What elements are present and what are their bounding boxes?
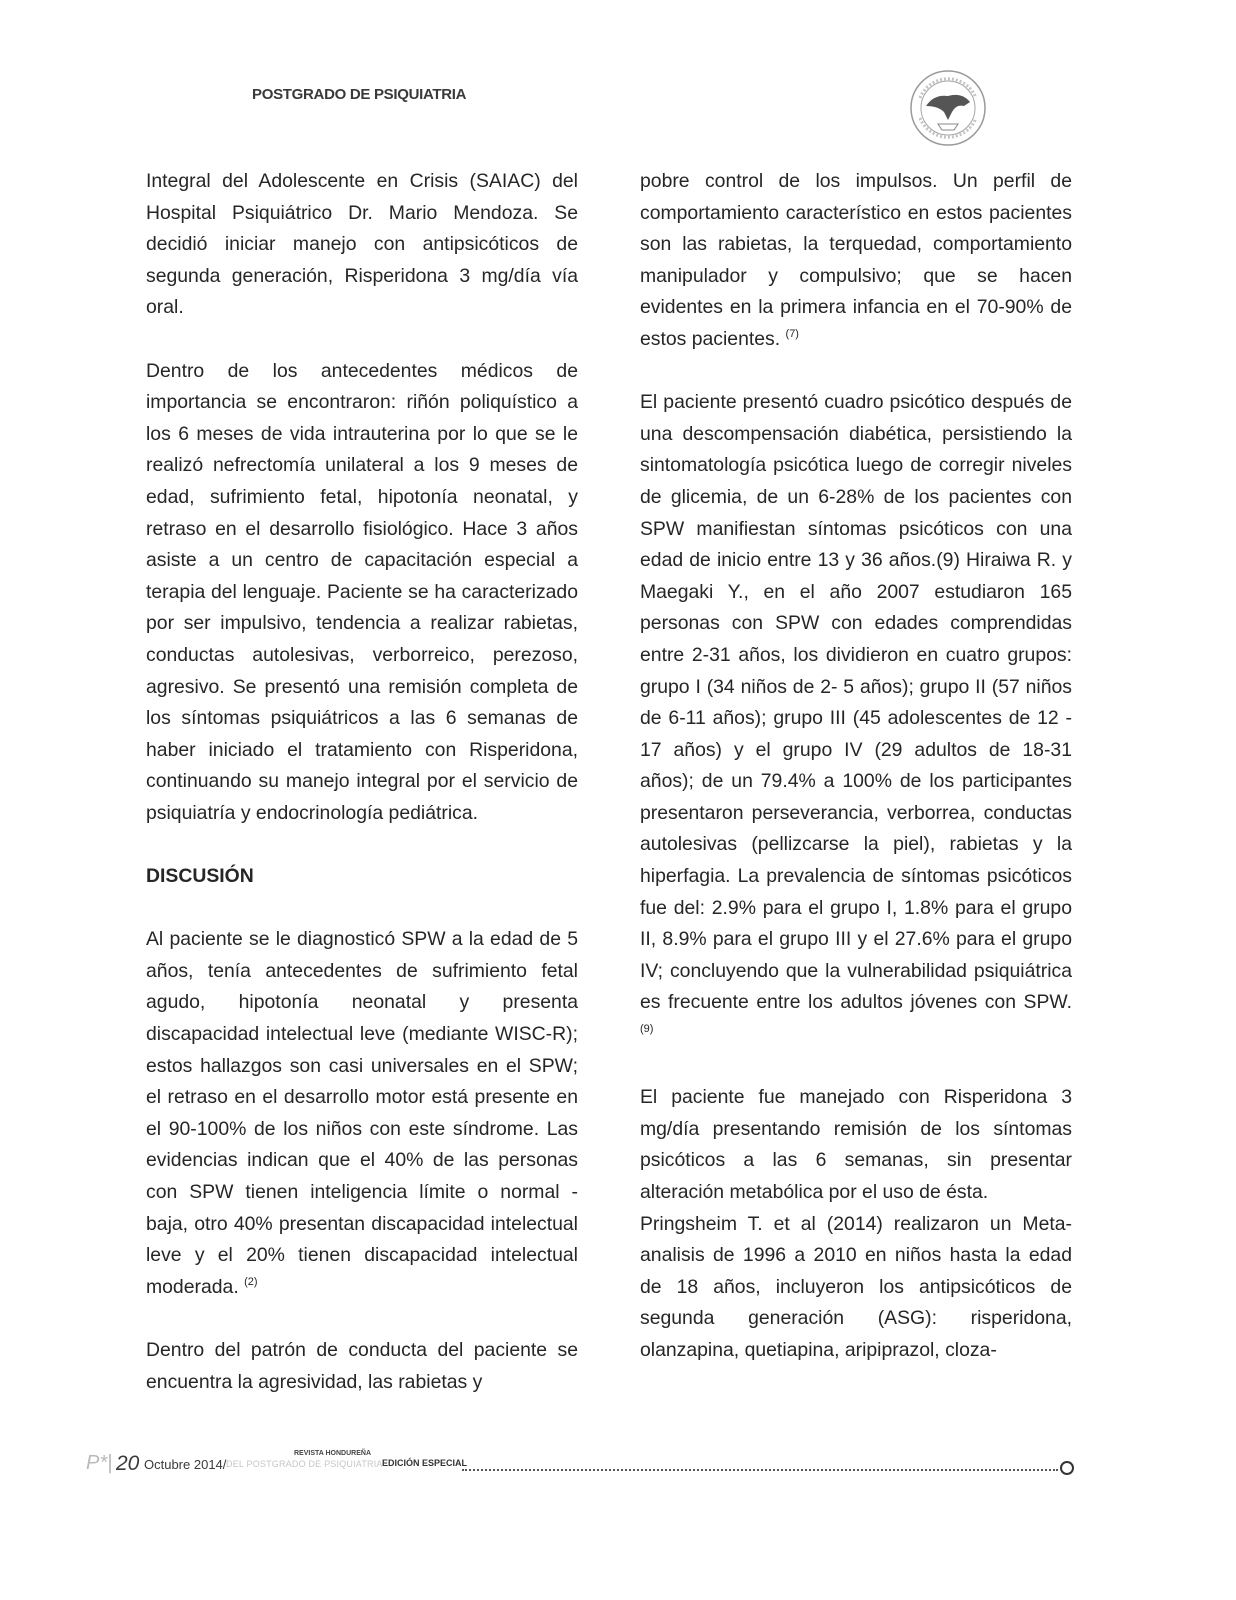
reference-2: (2)	[244, 1275, 258, 1288]
postgrado-seal-logo	[908, 68, 988, 148]
right-paragraph-4: Pringsheim T. et al (2014) realizaron un Meta-analisis de 1996 a 2010 en niños hasta la edad de 18 años, incluyeron los antipsicóticos de segunda generación (ASG): risperidona, olanzapina, quetiapina, aripiprazol, cloza-	[640, 1212, 1072, 1361]
left-paragraph-1: Integral del Adolescente en Crisis (SAIAC) del Hospital Psiquiátrico Dr. Mario Mendoza. Se decidió iniciar manejo con antipsicóticos de segunda generación, Risperidona 3 mg/día vía oral.	[146, 170, 578, 319]
footer-edition: EDICIÓN ESPECIAL	[382, 1458, 468, 1468]
right-paragraph-1	[640, 166, 1072, 356]
footer-end-circle-icon	[1060, 1461, 1074, 1475]
left-column	[146, 166, 578, 1398]
right-paragraph-1-text: pobre control de los impulsos. Un perfil de comportamiento característico en estos pacientes son las rabietas, la terquedad, comportamiento manipulador y compulsivo; que se hacen evidentes en la primera infancia en el 70-90% de estos pacientes.	[640, 170, 1072, 350]
right-paragraph-2-text: El paciente presentó cuadro psicótico después de una descompensación diabética, persistiendo la sintomatología psicótica luego de corregir niveles de glicemia, de un 6-28% de los pacientes con SPW manifiestan síntomas psicóticos con una edad de inicio entre 13 y 36 años.(9) Hiraiwa R. y Maegaki Y., en el año 2007 estudiaron 165 personas con SPW con edades comprendidas entre 2-31 años, los dividieron en cuatro grupos: grupo I (34 niños de 2- 5 años); grupo II (57 niños de 6-11 años); grupo III (45 adolescentes de 12 - 17 años) y el grupo IV (29 adultos de 18-31 años); de un 79.4% a 100% de los participantes presentaron perseverancia, verborrea, conductas autolesivas (pellizcarse la piel), rabietas y la hiperfagia. La prevalencia de síntomas psicóticos fue del: 2.9% para el grupo I, 1.8% para el grupo II, 8.9% para el grupo III y el 27.6% para el grupo IV; concluyendo que la vulnerabilidad psiquiátrica es frecuente entre los adultos jóvenes con SPW.	[640, 391, 1072, 1014]
right-paragraph-2	[640, 387, 1072, 1050]
left-paragraph-3-text: Al paciente se le diagnosticó SPW a la edad de 5 años, tenía antecedentes de sufrimiento fetal agudo, hipotonía neonatal y presenta discapacidad intelectual leve (mediante WISC-R); estos hallazgos son casi universales en el SPW; el retraso en el desarrollo motor está presente en el 90-100% de los niños con este síndrome. Las evidencias indican que el 40% de las personas con SPW tienen inteligencia límite o normal - baja, otro 40% presentan discapacidad intelectual leve y el 20% tienen discapacidad intelectual moderada.	[146, 928, 578, 1298]
right-column	[640, 166, 1072, 1367]
page-footer	[86, 1450, 1086, 1480]
footer-journal-line2: DEL POSTGRADO DE PSIQUIATRIA	[226, 1459, 383, 1469]
left-paragraph-2: Dentro de los antecedentes médicos de importancia se encontraron: riñón poliquístico a los 6 meses de vida intrauterina por lo que se le realizó nefrectomía unilateral a los 9 meses de edad, sufrimiento fetal, hipotonía neonatal, y retraso en el desarrollo fisiológico. Hace 3 años asiste a un centro de capacitación especial a terapia del lenguaje. Paciente se ha caracterizado por ser impulsivo, tendencia a realizar rabietas, conductas autolesivas, verborreico, perezoso, agresivo. Se presentó una remisión completa de los síntomas psiquiátricos a las 6 semanas de haber iniciado el tratamiento con Risperidona, continuando su manejo integral por el servicio de psiquiatría y endocrinología pediátrica.	[146, 359, 578, 824]
footer-journal-line1: REVISTA HONDUREÑA	[294, 1450, 372, 1457]
footer-dotted-rule	[462, 1469, 1058, 1471]
right-paragraph-3: El paciente fue manejado con Risperidona 3 mg/día presentando remisión de los síntomas psicóticos a las 6 semanas, sin presentar alteración metabólica por el uso de ésta.	[640, 1086, 1072, 1203]
reference-7: (7)	[785, 327, 799, 340]
page-header-title: POSTGRADO DE PSIQUIATRIA	[252, 86, 467, 103]
page-number: 20	[116, 1452, 140, 1475]
footer-date: Octubre 2014/	[144, 1457, 227, 1472]
left-paragraph-3	[146, 924, 578, 1303]
section-heading-discusion: DISCUSIÓN	[146, 865, 254, 888]
footer-p-mark: P*|	[86, 1452, 113, 1474]
reference-9: (9)	[640, 1023, 654, 1036]
left-paragraph-4: Dentro del patrón de conducta del paciente se encuentra la agresividad, las rabietas y	[146, 1338, 578, 1393]
